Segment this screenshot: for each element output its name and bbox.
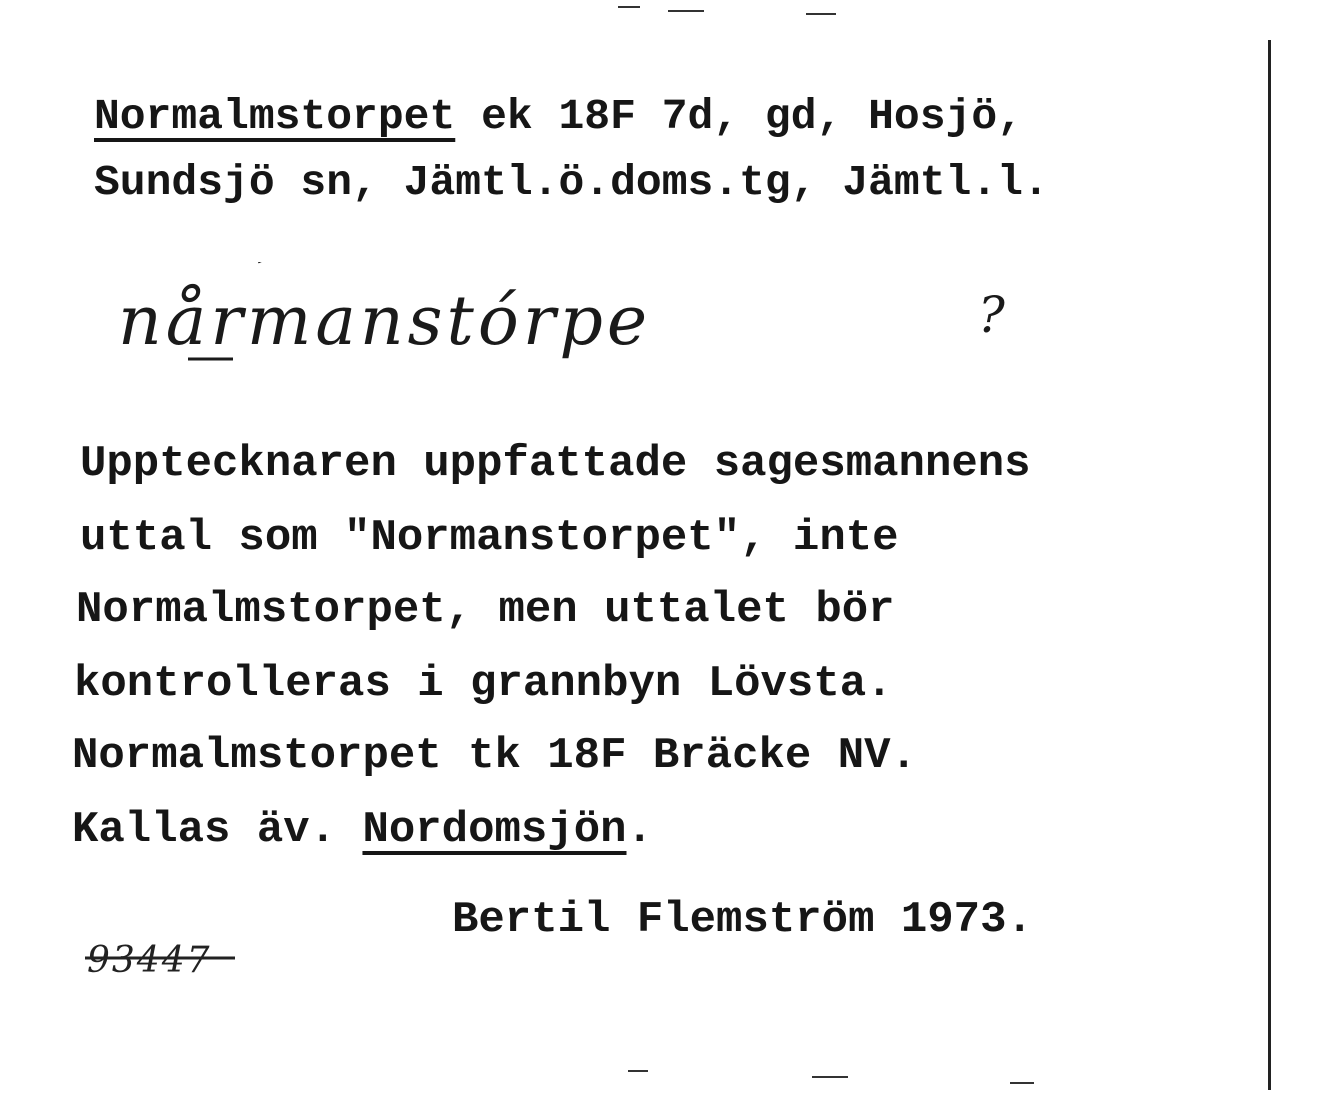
note-line-6 [72, 805, 653, 855]
note-line-6-prefix: Kallas äv. [72, 805, 363, 855]
archive-number-text: 93447 [87, 940, 212, 981]
note-line-2: uttal som "Normanstorpet", inte [80, 513, 899, 563]
pronunciation-mark: ? [978, 286, 1009, 344]
scan-speck [668, 10, 704, 12]
place-name: Normalmstorpet [94, 92, 456, 141]
note-line-1: Upptecknaren uppfattade sagesmannens [80, 439, 1031, 489]
scan-speck [806, 13, 836, 15]
header-line-2: Sundsjö sn, Jämtl.ö.doms.tg, Jämtl.l. [94, 158, 1049, 207]
signature: Bertil Flemström 1973. [452, 895, 1033, 945]
scan-speck [618, 6, 640, 8]
alt-name: Nordomsjön [362, 805, 627, 855]
scan-speck [812, 1076, 848, 1078]
scan-speck [1010, 1082, 1034, 1084]
header-details: ek 18F 7d, gd, Hosjö, [455, 92, 1023, 141]
note-line-5: Normalmstorpet tk 18F Bräcke NV. [72, 731, 917, 781]
archive-number [85, 934, 260, 984]
card-edge [1268, 40, 1271, 1090]
handwritten-pronunciation [118, 262, 1018, 392]
note-line-4: kontrolleras i grannbyn Lövsta. [74, 659, 893, 709]
header-line-1 [94, 92, 1023, 141]
pronunciation-text: nårmanstórpe [118, 282, 652, 361]
note-line-6-suffix: . [626, 805, 653, 855]
note-line-3: Normalmstorpet, men uttalet bör [76, 585, 895, 635]
scan-speck [628, 1070, 648, 1072]
